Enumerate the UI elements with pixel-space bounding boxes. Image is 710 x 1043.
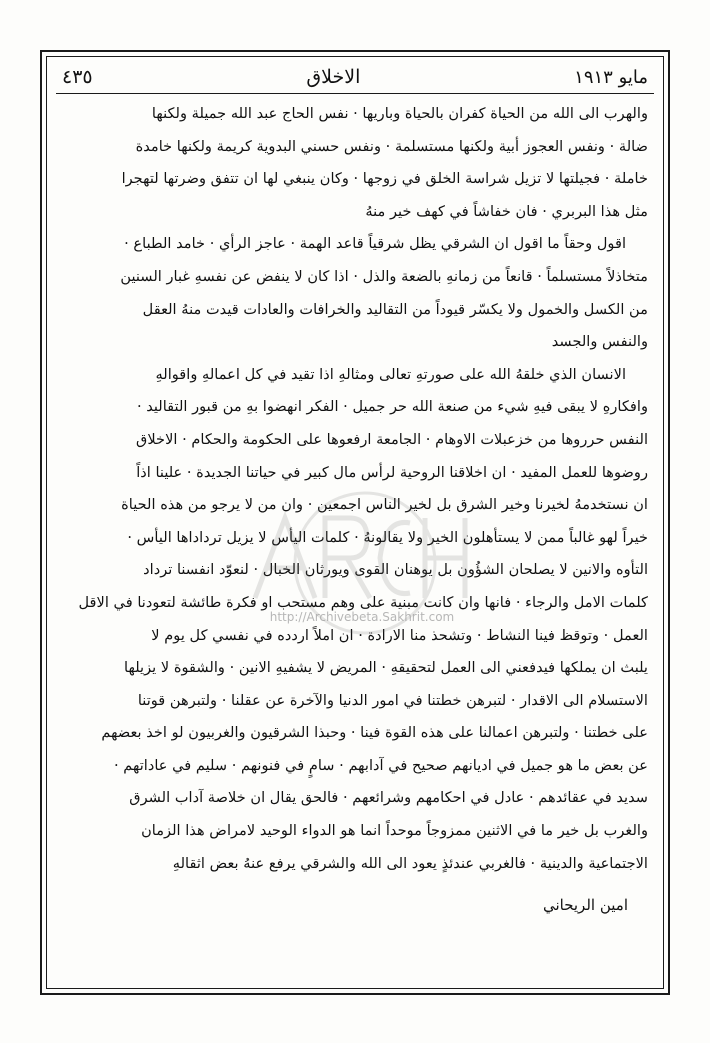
text-line: والغرب بل خير ما في الاثنين ممزوجاً موحداً انما هو الدواء الوحيد لامراض هذا الزمان — [141, 822, 648, 840]
text-line: سديد في عقائدهم · عادل في احكامهم وشرائعهم · فالحق يقال ان خلاصة آداب الشرق — [129, 789, 648, 807]
author-signature: امين الريحاني — [542, 896, 628, 914]
text-line: ان نستخدمهُ لخيرنا وخير الشرق بل لخير الناس اجمعين · وان من لا يرجو من هذه الحياة — [121, 496, 648, 514]
text-line: من الكسل والخمول ولا يكسّر قيوداً من التقاليد والخرافات والعادات قيدت منهُ العقل — [142, 300, 648, 318]
page-number: ٤٣٥ — [62, 66, 93, 88]
text-line: مثل هذا البربري · فان خفاشاً في كهف خير منهُ — [365, 202, 648, 220]
watermark-url: http://Archivebeta.Sakhrit.com — [269, 610, 455, 624]
text-line: التأوه والانين لا يصلحان الشؤُون بل يوهنان القوى ويورثان الخبال · لنعوّد انفسنا ترداد — [143, 561, 648, 579]
issue-date: مايو ١٩١٣ — [574, 66, 648, 88]
section-title: الاخلاق — [306, 66, 361, 88]
text-line: على خطتنا · ولتبرهن اعمالنا على هذه القوة فينا · وحبذا الشرقيون والغربيون لو اخذ بعضهم — [101, 724, 648, 742]
text-line: النفس حرروها من خزعبلات الاوهام · الجامعة ارفعوها على الحكومة والحكام · الاخلاق — [136, 430, 648, 448]
text-line: والهرب الى الله من الحياة كفران بالحياة وباريها · نفس الحاج عبد الله جميلة ولكنها — [151, 105, 648, 122]
text-line: كلمات الامل والرجاء · فانها وان كانت مبنية على وهم مستحب او فكرة طائشة لتعودنا في الاقل — [78, 593, 648, 611]
text-line: خاملة · فجيلتها لا تزيل شراسة الخلق في زوجها · وكان ينبغي لها ان تتفق وضرتها لتهجرا — [121, 170, 648, 188]
text-line: الاستسلام الى الاقدار · لتبرهن خطتنا في امور الدنيا والآخرة عن عقلنا · ولتبرهن قوتنا — [137, 691, 648, 709]
text-line: الاجتماعية والدينية · فالغربي عندئذٍ يعود الى الله والشرقي يرفع عنهُ بعض اثقالهِ — [172, 854, 648, 872]
text-line: خيراً لهو غالباً ممن لا يستأهلون الخير ولا يقالونهُ · كلمات اليأس لا يزيل ترداداها اليأس · — [127, 528, 648, 546]
article-body — [62, 98, 648, 880]
text-line: العمل · وتوقظ فينا النشاط · وتشحذ منا الارادة · ان املاً اردده في نفسي كل يوم لا — [151, 626, 648, 644]
text-line: يلبث ان يملكها فيدفعني الى العمل لتحقيقهِ · المريض لا يشفيهِ الانين · والشقوة لا يزيلها — [124, 659, 648, 677]
text-line: الانسان الذي خلقهُ الله على صورتهِ تعالى ومثالهِ اذا تقيد في كل اعمالهِ واقوالهِ — [155, 365, 626, 383]
page-header — [62, 62, 648, 92]
text-line: متخاذلاً مستسلماً · قانعاً من زمانهِ بالضعة والذل · اذا كان لا ينفض عن نفسهِ غبار السنين — [120, 267, 648, 285]
text-line: وافكارهِ لا يبقى فيهِ شيء من صنعة الله حر جميل · الفكر انهضوا بهِ من قبور التقاليد · — [136, 398, 648, 416]
header-divider — [56, 93, 654, 94]
text-line: عن بعض ما هو جميل في اديانهم صحيح في آدابهم · سامٍ في فنونهم · سليم في عاداتهم · — [113, 756, 648, 774]
text-line: ضالة · ونفس العجوز أبية ولكنها مستسلمة · ونفس حسني البدوية كريمة ولكنها خامدة — [135, 137, 648, 155]
text-line: والنفس والجسد — [551, 333, 648, 351]
text-line: روضوها للعمل المفيد · ان اخلاقنا الروحية لرأس مال كبير في حياتنا الجديدة · علينا اذاً — [136, 463, 648, 481]
text-line: اقول وحقاً ما اقول ان الشرقي يظل شرقياً قاعد الهمة · عاجز الرأي · خامد الطباع · — [124, 235, 626, 253]
